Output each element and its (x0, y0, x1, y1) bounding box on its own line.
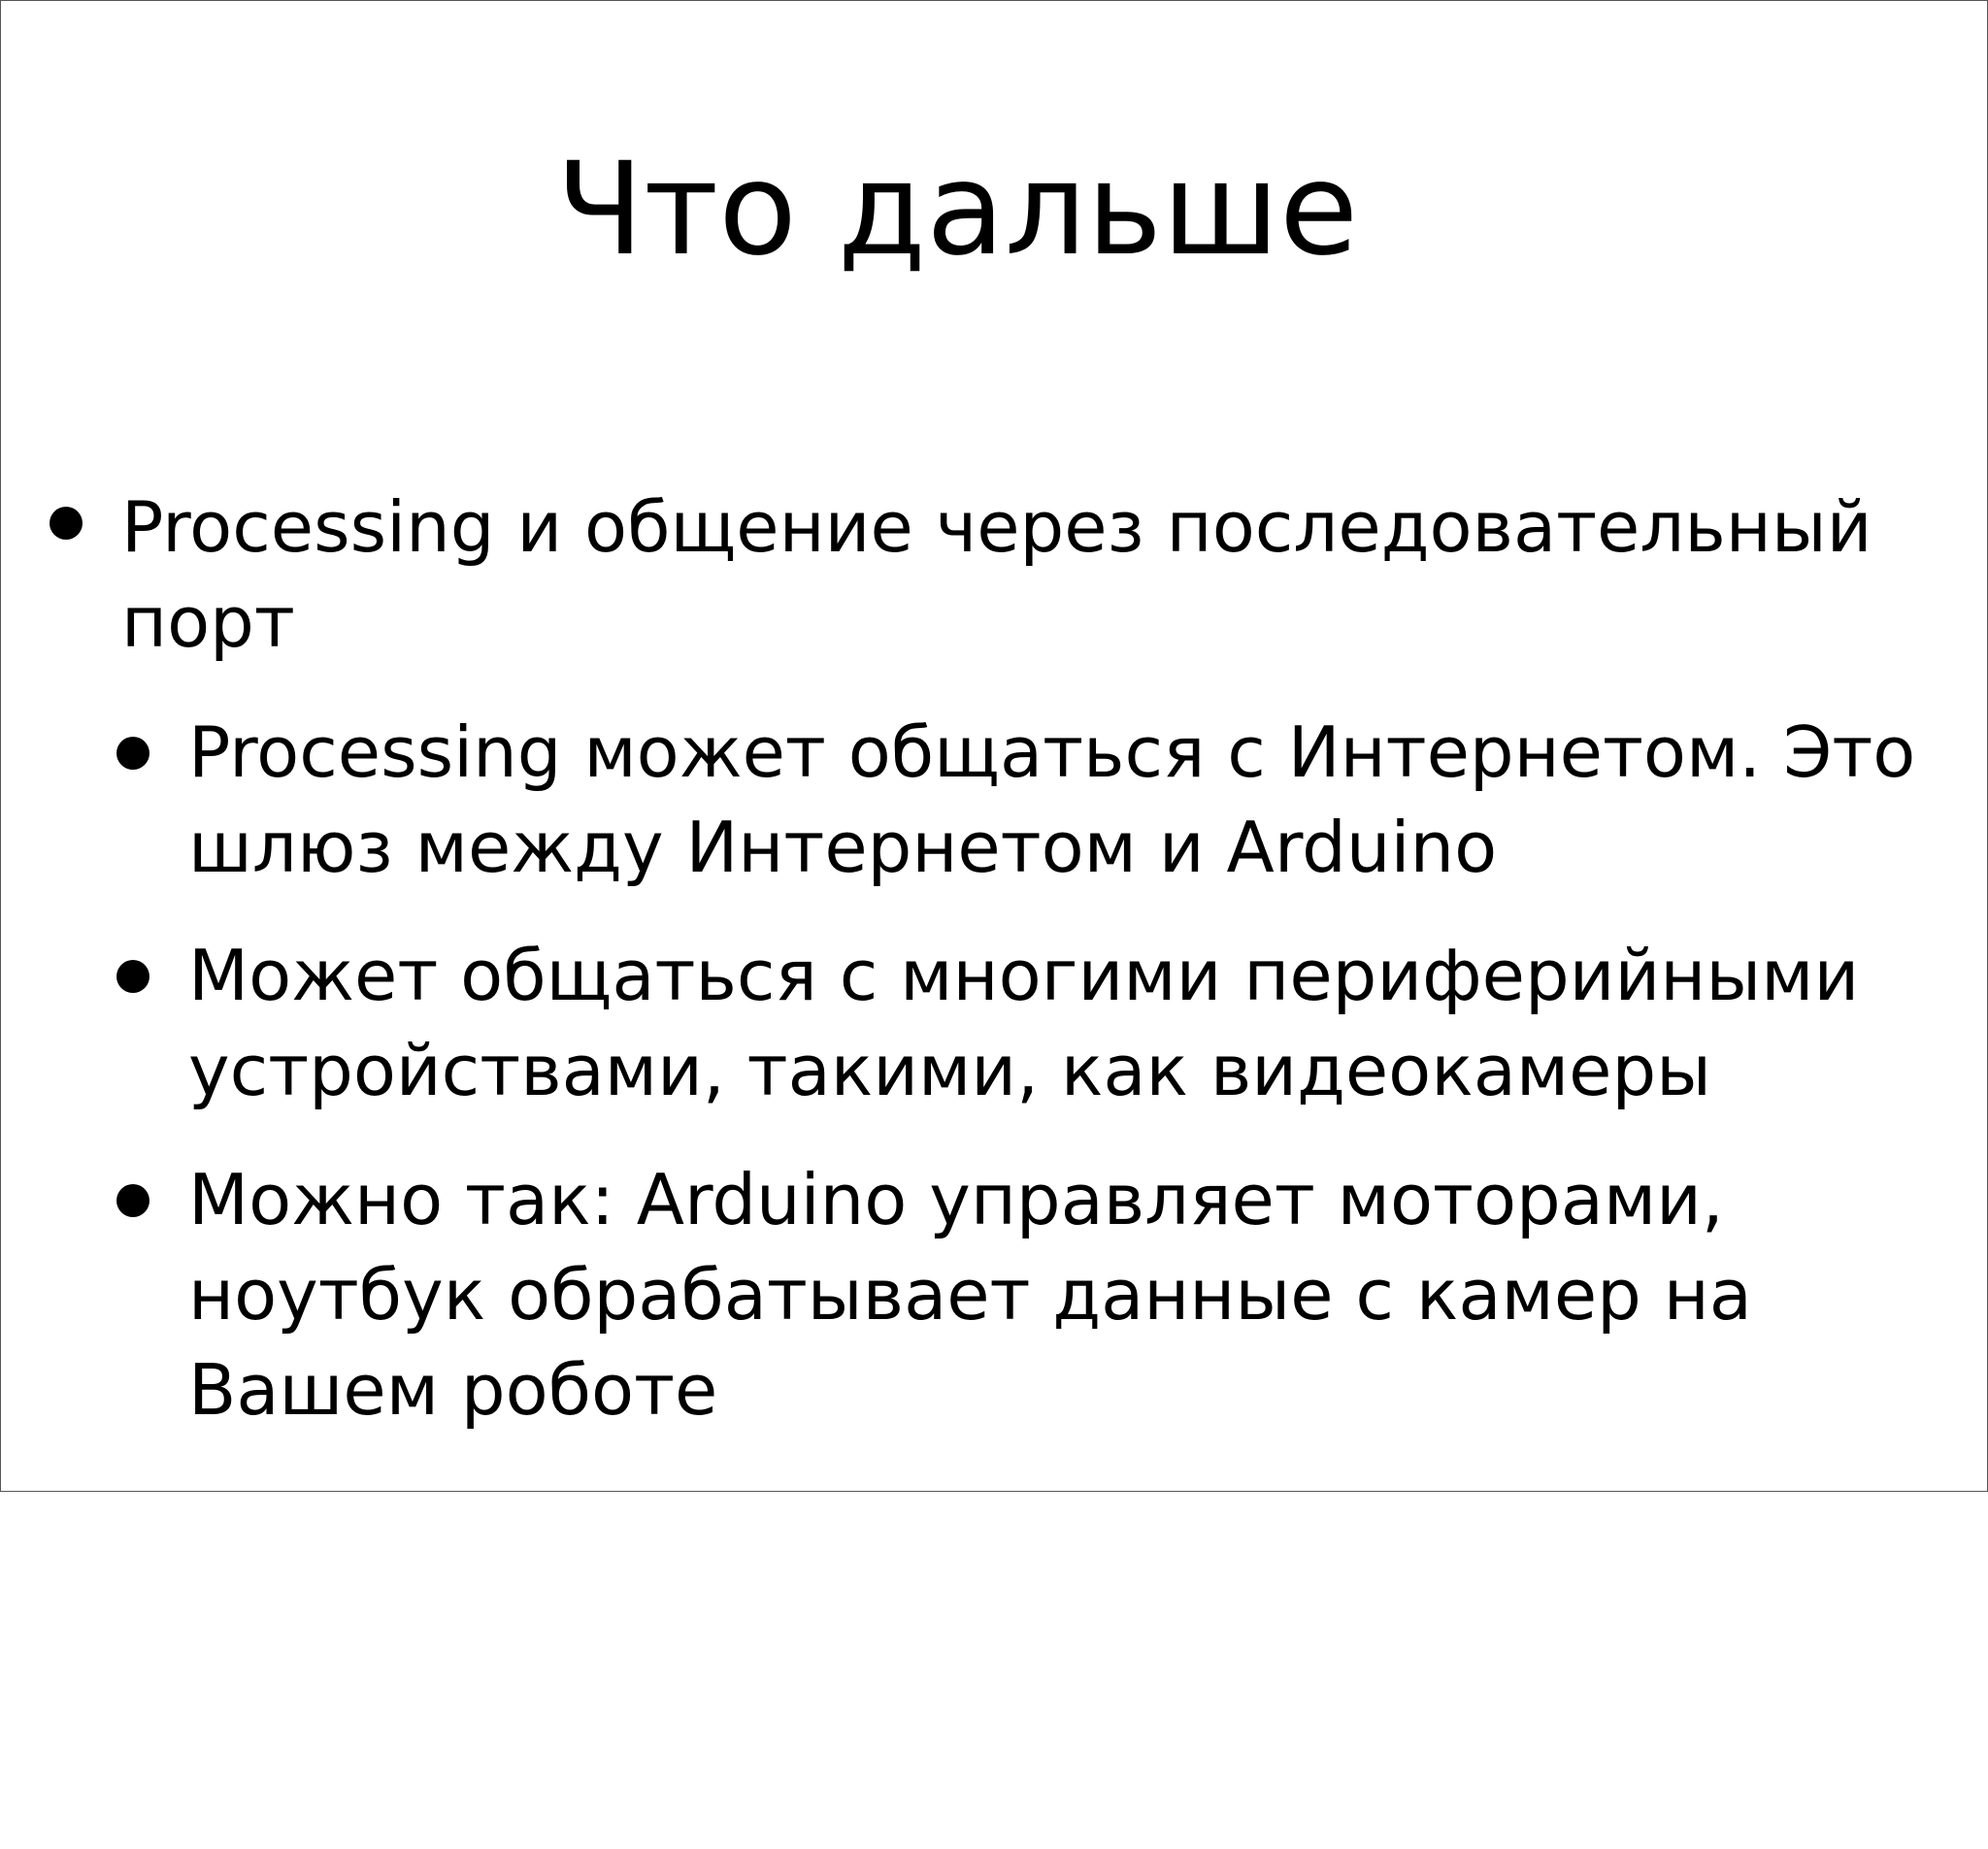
bullet-line: устройствами, такими, как видеокамеры (188, 1030, 1711, 1111)
bullet-line: Можно так: Arduino управляет моторами, (188, 1159, 1724, 1240)
sub-bullet-item (188, 1152, 1974, 1437)
bullet-dot-icon (116, 960, 149, 993)
bullet-line: Processing может общаться с Интернетом. Это (188, 711, 1916, 793)
bullet-dot-icon (116, 737, 149, 770)
bullet-dot-icon (116, 1184, 149, 1217)
bullet-line: ноутбук обрабатывает данные с камер на (188, 1254, 1752, 1336)
sub-bullet-item (188, 705, 1974, 895)
bullet-dot-icon (50, 507, 83, 540)
bullet-line: порт (121, 581, 295, 663)
slide-title: Что дальше (555, 135, 1359, 284)
sub-bullet-item (188, 928, 1974, 1118)
bullet-line: шлюз между Интернетом и Arduino (188, 807, 1498, 888)
bullet-line: Может общаться с многими периферийными (188, 935, 1860, 1016)
bullet-line: Processing и общение через последовательный (121, 486, 1872, 568)
bullet-item (121, 479, 1946, 670)
bullet-line: Вашем роботе (188, 1349, 718, 1431)
